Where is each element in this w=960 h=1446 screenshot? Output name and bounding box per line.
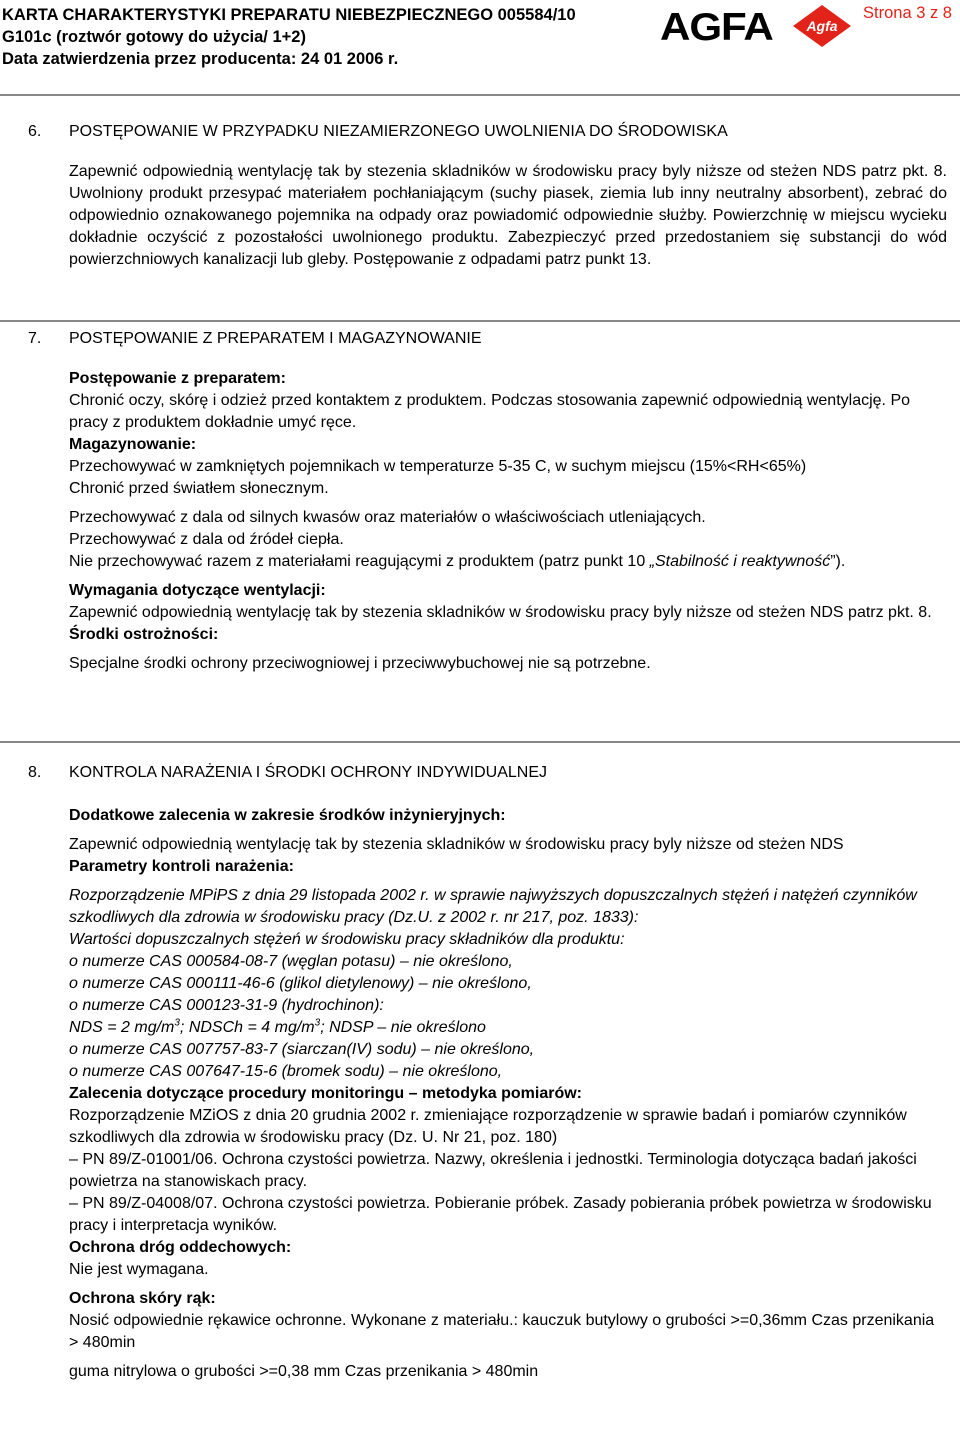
- subheading: Magazynowanie:: [69, 436, 197, 453]
- cas-entry: o numerze CAS 000123-31-9 (hydrochinon):: [69, 997, 384, 1014]
- cas-entry: o numerze CAS 000584-08-7 (węglan potasu) – nie określono,: [69, 953, 513, 970]
- section-7-body: [69, 368, 947, 675]
- subheading: Ochrona skóry rąk:: [69, 1290, 216, 1307]
- section-number: 6.: [28, 123, 42, 140]
- paragraph: Rozporządzenie MZiOS z dnia 20 grudnia 2002 r. zmieniające rozporządzenie w sprawie badań i pomiarów czynników szkodliwych dla zdrowia w środowisku pracy (Dz. U. Nr 21, poz. 180): [69, 1107, 907, 1146]
- paragraph: Nie jest wymagana.: [69, 1261, 209, 1278]
- agfa-rhombus-logo: [792, 4, 852, 48]
- subheading: Postępowanie z preparatem:: [69, 370, 286, 387]
- subheading: Zalecenia dotyczące procedury monitoringu – metodyka pomiarów:: [69, 1085, 583, 1102]
- section-8-body: [69, 805, 947, 1383]
- text-line: Nie przechowywać razem z materiałami reagującymi z produktem (patrz punkt 10 „Stabilność i reaktywność”).: [69, 553, 846, 570]
- paragraph: Nosić odpowiednie rękawice ochronne. Wykonane z materiału.: kauczuk butylowy o grubości >=0,36mm Czas przenikania > 480min: [69, 1312, 935, 1351]
- page-number: Strona 3 z 8: [863, 4, 952, 22]
- section-number: 8.: [28, 764, 42, 781]
- subheading: Dodatkowe zalecenia w zakresie środków inżynieryjnych:: [69, 807, 506, 824]
- section-6-heading: [28, 121, 728, 143]
- document-header: [2, 4, 576, 70]
- paragraph: Zapewnić odpowiednią wentylację tak by stezenia skladników w środowisku pracy byly niższe od steżen NDS: [69, 836, 844, 853]
- subheading: Środki ostrożności:: [69, 626, 219, 643]
- text-line: Przechowywać z dala od źródeł ciepła.: [69, 531, 344, 548]
- section-title: POSTĘPOWANIE W PRZYPADKU NIEZAMIERZONEGO UWOLNIENIA DO ŚRODOWISKA: [69, 123, 728, 140]
- rhombus-logo-text: Agfa: [806, 18, 838, 34]
- header-product: G101c (roztwór gotowy do użycia/ 1+2): [2, 28, 306, 46]
- paragraph: Specjalne środki ochrony przeciwogniowej i przeciwwybuchowej nie są potrzebne.: [69, 655, 651, 672]
- paragraph: Chronić oczy, skórę i odzież przed kontaktem z produktem. Podczas stosowania zapewnić odpowiednią wentylację. Po pracy z produktem dokładnie umyć ręce.: [69, 392, 911, 431]
- header-date: Data zatwierdzenia przez producenta: 24 01 2006 r.: [2, 50, 399, 68]
- subheading: Parametry kontroli narażenia:: [69, 858, 294, 875]
- divider: [0, 320, 960, 322]
- header-title: KARTA CHARAKTERYSTYKI PREPARATU NIEBEZPIECZNEGO 005584/10: [2, 6, 576, 24]
- cas-entry: o numerze CAS 007647-15-6 (bromek sodu) – nie określono,: [69, 1063, 503, 1080]
- paragraph: – PN 89/Z-04008/07. Ochrona czystości powietrza. Pobieranie próbek. Zasady pobierania próbek powietrza w środowisku pracy i interpretacja wyników.: [69, 1195, 932, 1234]
- agfa-logo: AGFA: [660, 6, 773, 49]
- section-title: POSTĘPOWANIE Z PREPARATEM I MAGAZYNOWANIE: [69, 330, 482, 347]
- section-title: KONTROLA NARAŻENIA I ŚRODKI OCHRONY INDYWIDUALNEJ: [69, 764, 548, 781]
- cas-entry: o numerze CAS 000111-46-6 (glikol dietylenowy) – nie określono,: [69, 975, 532, 992]
- nds-values: NDS = 2 $mg/m^3$; NDSCh = 4 $mg/m^3$; NDSP – nie określono: [69, 1017, 486, 1036]
- paragraph: Zapewnić odpowiednią wentylację tak by stezenia skladników w środowisku pracy byly niższe od steżen NDS patrz pkt. 8.: [69, 604, 932, 621]
- limits-intro: Wartości dopuszczalnych stężeń w środowisku pracy składników dla produktu:: [69, 931, 625, 948]
- paragraph: – PN 89/Z-01001/06. Ochrona czystości powietrza. Nazwy, określenia i jednostki. Terminologia dotycząca badań jakości powietrza na stanowiskach pracy.: [69, 1151, 917, 1190]
- section-7-heading: [28, 328, 481, 350]
- paragraph: Zapewnić odpowiednią wentylację tak by stezenia skladników w środowisku pracy byly niższe od steżen NDS patrz pkt. 8. Uwolniony produkt przesypać materiałem pochłaniającym (suchy piasek, ziemia lub inny neutralny absorbent), zebrać do odpowiednio oznakowanego pojemnika na odpady oraz powiadomić odpowiednie służby. Powierzchnię w miejscu wycieku dokładnie oczyścić z pozostałości uwolnionego produktu. Zabezpieczyć przed przedostaniem się substancji do wód powierzchniowych kanalizacji lub gleby. Postępowanie z odpadami patrz punkt 13.: [69, 163, 947, 268]
- section-6-body: [69, 161, 947, 271]
- subheading: Ochrona dróg oddechowych:: [69, 1239, 292, 1256]
- divider: [0, 741, 960, 743]
- cas-entry: o numerze CAS 007757-83-7 (siarczan(IV) sodu) – nie określono,: [69, 1041, 535, 1058]
- divider: [0, 94, 960, 96]
- paragraph: guma nitrylowa o grubości >=0,38 mm Czas przenikania > 480min: [69, 1363, 539, 1380]
- regulation-text: Rozporządzenie MPiPS z dnia 29 listopada 2002 r. w sprawie najwyższych dopuszczalnych stężeń i natężeń czynników szkodliwych dla zdrowia w środowisku pracy (Dz.U. z 2002 r. nr 217, poz. 1833):: [69, 887, 917, 926]
- section-number: 7.: [28, 330, 42, 347]
- text-line: Przechowywać z dala od silnych kwasów oraz materiałów o właściwościach utleniających.: [69, 509, 706, 526]
- section-8-heading: [28, 762, 547, 784]
- subheading: Wymagania dotyczące wentylacji:: [69, 582, 326, 599]
- text-line: Chronić przed światłem słonecznym.: [69, 480, 329, 497]
- text-line: Przechowywać w zamkniętych pojemnikach w temperaturze 5-35 C, w suchym miejscu (15%<RH<65%): [69, 458, 807, 475]
